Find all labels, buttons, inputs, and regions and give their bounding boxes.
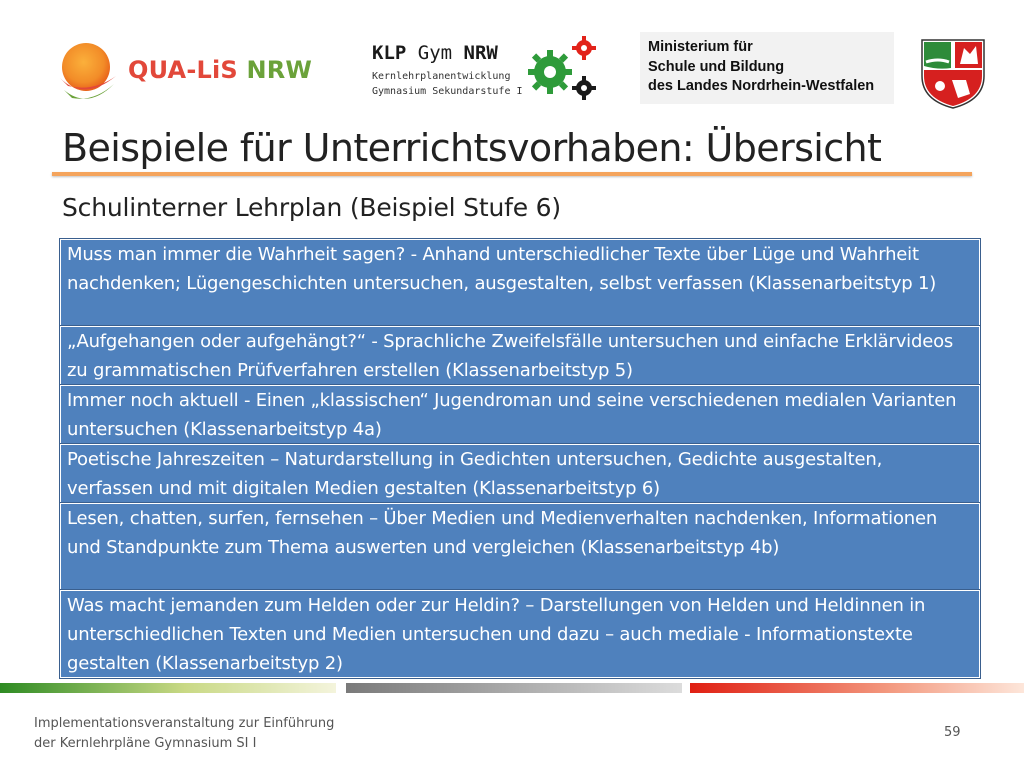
footer-band-grey bbox=[346, 683, 682, 693]
table-row: Immer noch aktuell - Einen „klassischen“ Jugendroman und seine verschiedenen medialen Varianten untersuchen (Klassenarbeitstyp 4a) bbox=[60, 385, 980, 444]
slide-subtitle: Schulinterner Lehrplan (Beispiel Stufe 6) bbox=[62, 193, 561, 222]
nrw-crest-icon bbox=[918, 36, 988, 110]
klp-logo-subtitle: Kernlehrplanentwicklung Gymnasium Sekundarstufe I bbox=[372, 71, 523, 97]
gears-icon bbox=[524, 34, 604, 104]
footer-band-green bbox=[0, 683, 336, 693]
qualis-logo-text: QUA-LiS NRW bbox=[128, 56, 313, 84]
footer-band-red bbox=[690, 683, 1024, 693]
table-row: Muss man immer die Wahrheit sagen? - Anhand unterschiedlicher Texte über Lüge und Wahrheit nachdenken; Lügengeschichten untersuchen, ausgestalten, selbst verfassen (Klassenarbeitstyp 1) bbox=[60, 239, 980, 326]
page-number: 59 bbox=[944, 725, 961, 740]
table-row: „Aufgehangen oder aufgehängt?“ - Sprachliche Zweifelsfälle untersuchen und einfache Erklärvideos zu grammatischen Prüfverfahren erstellen (Klassenarbeitstyp 5) bbox=[60, 326, 980, 385]
slide-title: Beispiele für Unterrichtsvorhaben: Übersicht bbox=[62, 126, 882, 170]
ministry-logo-text: Ministerium für Schule und Bildung des Landes Nordrhein-Westfalen bbox=[648, 39, 875, 94]
klp-logo-title: KLP Gym NRW bbox=[372, 42, 498, 64]
title-divider bbox=[52, 172, 972, 176]
table-row: Lesen, chatten, surfen, fernsehen – Über Medien und Medienverhalten nachdenken, Informationen und Standpunkte zum Thema auswerten und vergleichen (Klassenarbeitstyp 4b) bbox=[60, 503, 980, 590]
footer-text: Implementationsveranstaltung zur Einführung der Kernlehrpläne Gymnasium SI I bbox=[34, 716, 335, 751]
table-row: Poetische Jahreszeiten – Naturdarstellung in Gedichten untersuchen, Gedichte ausgestalten, verfassen und mit digitalen Medien gestalten (Klassenarbeitstyp 6) bbox=[60, 444, 980, 503]
table-row: Was macht jemanden zum Helden oder zur Heldin? – Darstellungen von Helden und Heldinnen in unterschiedlichen Texten und Medien untersuchen und dazu – auch mediale - Informationstexte gestalten (Klassenarbeitstyp 2) bbox=[60, 590, 980, 678]
